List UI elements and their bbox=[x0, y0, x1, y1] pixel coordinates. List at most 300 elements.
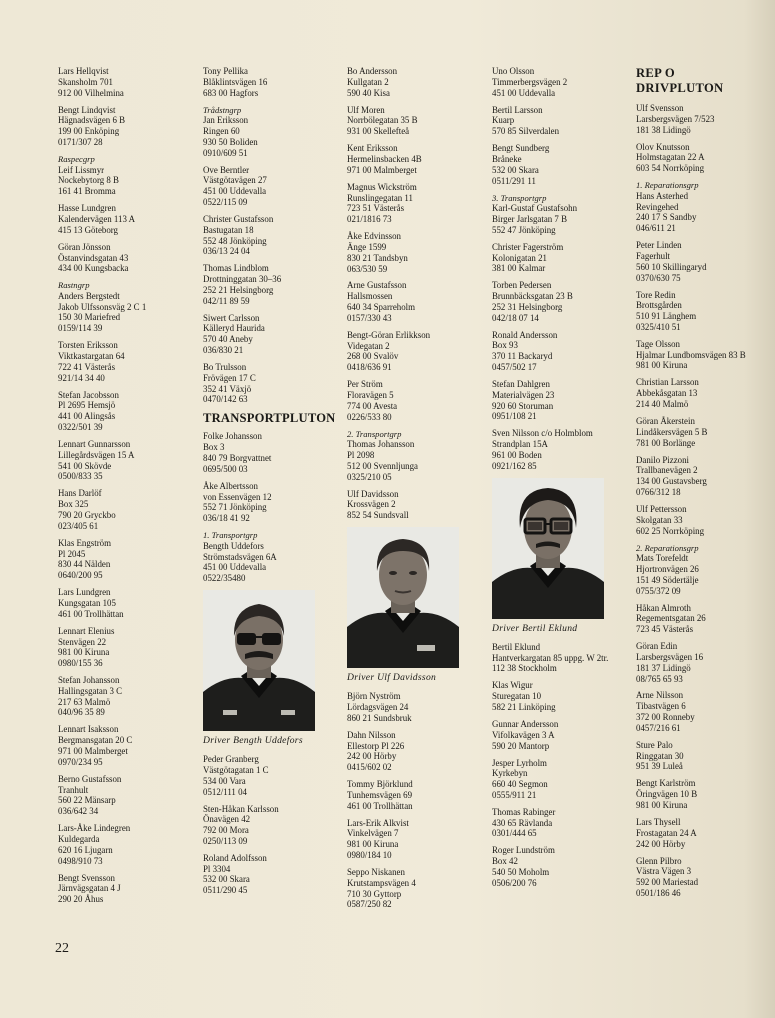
address-entry bbox=[347, 730, 487, 773]
address-entry bbox=[203, 431, 343, 474]
address-entry bbox=[347, 818, 487, 861]
address-line: Norrbölegatan 35 B bbox=[347, 115, 418, 126]
person-name: Bengt Svensson bbox=[58, 872, 115, 883]
address-line: Öringvägen 10 B bbox=[636, 789, 698, 800]
address-line: Ringen 60 bbox=[203, 125, 240, 136]
address-entry bbox=[58, 340, 198, 383]
address-line: Holmstagatan 22 A bbox=[636, 152, 705, 163]
person-name: Ove Berntler bbox=[203, 164, 250, 175]
address-entry bbox=[492, 379, 632, 422]
address-line: Kalendervägen 113 A bbox=[58, 213, 136, 224]
address-line: Pl 3304 bbox=[203, 863, 231, 874]
address-line: 08/765 65 93 bbox=[636, 673, 683, 684]
address-line: 981 00 Kiruna bbox=[636, 800, 688, 811]
address-line: 0511/291 11 bbox=[492, 175, 536, 186]
address-entry bbox=[347, 143, 487, 175]
address-line: 046/611 21 bbox=[636, 223, 676, 234]
address-entry bbox=[203, 105, 343, 159]
address-line: Kungsgatan 105 bbox=[58, 597, 116, 608]
address-line: Revingehed bbox=[636, 201, 679, 212]
heading-line-2: DRIVPLUTON bbox=[636, 80, 724, 95]
address-entry bbox=[347, 105, 487, 137]
address-line: Viktkastargatan 64 bbox=[58, 351, 125, 362]
person-name: Stefan Jacobsson bbox=[58, 389, 119, 400]
person-name: Berno Gustafsson bbox=[58, 773, 122, 784]
address-line: 552 47 Jönköping bbox=[492, 224, 556, 235]
column-2-entries-mid bbox=[203, 431, 343, 584]
address-entry bbox=[347, 691, 487, 723]
column-3-entries-top bbox=[347, 66, 487, 521]
address-entry bbox=[58, 774, 198, 817]
address-line: 023/405 61 bbox=[58, 520, 99, 531]
address-entry bbox=[636, 543, 768, 597]
address-line: Videgatan 2 bbox=[347, 340, 390, 351]
address-line: Sturegatan 10 bbox=[492, 691, 542, 702]
address-line: Änge 1599 bbox=[347, 241, 387, 252]
person-name: Danilo Pizzoni bbox=[636, 454, 689, 465]
address-entry bbox=[636, 740, 768, 772]
address-line: Lindåkersvägen 5 B bbox=[636, 426, 708, 437]
address-entry bbox=[636, 690, 768, 733]
address-line: Vinkelvägen 7 bbox=[347, 828, 399, 839]
person-name: Olov Knutsson bbox=[636, 141, 690, 152]
person-name: Sten-Håkan Karlsson bbox=[203, 803, 279, 814]
address-line: Hallingsgatan 3 C bbox=[58, 685, 123, 696]
address-line: 540 50 Moholm bbox=[492, 867, 550, 878]
address-entry bbox=[58, 66, 198, 98]
address-line: 0322/501 39 bbox=[58, 422, 103, 433]
portrait-sunglasses-mustache bbox=[203, 590, 315, 731]
person-name: Thomas Lindblom bbox=[203, 263, 269, 274]
address-line: 0910/609 51 bbox=[203, 147, 248, 158]
person-name: Torsten Eriksson bbox=[58, 340, 118, 351]
address-entry bbox=[203, 263, 343, 306]
person-name: Per Ström bbox=[347, 379, 383, 390]
address-line: Runslingegatan 11 bbox=[347, 192, 413, 203]
address-entry bbox=[58, 626, 198, 669]
address-entry bbox=[636, 240, 768, 283]
address-line: Materialvägen 23 bbox=[492, 389, 555, 400]
person-name: Karl-Gustaf Gustafsohn bbox=[492, 203, 578, 214]
photo-driver-bertil-eklund bbox=[492, 478, 604, 619]
address-entry bbox=[58, 105, 198, 148]
address-entry bbox=[636, 290, 768, 333]
address-line: 981 00 Kiruna bbox=[636, 360, 688, 371]
group-label: 1. Transportgrp bbox=[203, 530, 258, 541]
address-line: 981 00 Kiruna bbox=[58, 647, 110, 658]
address-line: Tunhemsvägen 69 bbox=[347, 789, 413, 800]
person-name: Sture Palo bbox=[636, 739, 673, 750]
portrait-glasses-mustache bbox=[492, 478, 604, 619]
address-entry bbox=[347, 489, 487, 521]
address-line: Strömstadsvägen 6A bbox=[203, 551, 277, 562]
address-line: 570 40 Aneby bbox=[203, 334, 253, 345]
address-line: 217 63 Malmö bbox=[58, 696, 111, 707]
person-name: Sven Nilsson c/o Holmblom bbox=[492, 428, 593, 439]
address-line: 0951/108 21 bbox=[492, 411, 537, 422]
address-entry bbox=[203, 481, 343, 524]
address-entry bbox=[492, 242, 632, 274]
address-line: 0415/602 02 bbox=[347, 762, 392, 773]
address-line: 415 13 Göteborg bbox=[58, 224, 118, 235]
person-name: Bertil Larsson bbox=[492, 104, 543, 115]
address-line: Abbekåsgatan 13 bbox=[636, 388, 698, 399]
address-line: 0500/833 35 bbox=[58, 471, 103, 482]
address-line: Blåklintsvägen 16 bbox=[203, 76, 268, 87]
person-name: Thomas Rabinger bbox=[492, 806, 556, 817]
address-entry bbox=[347, 66, 487, 98]
address-line: 161 41 Bromma bbox=[58, 186, 116, 197]
address-entry bbox=[58, 675, 198, 718]
person-name: Kent Eriksson bbox=[347, 143, 398, 154]
person-name: Hasse Lundgren bbox=[58, 203, 116, 214]
person-name: Åke Albertsson bbox=[203, 480, 258, 491]
person-name: Lars Thysell bbox=[636, 817, 681, 828]
address-line: 240 17 S Sandby bbox=[636, 212, 697, 223]
address-entry bbox=[492, 280, 632, 323]
address-line: 036/642 34 bbox=[58, 806, 99, 817]
address-entry bbox=[347, 429, 487, 483]
person-name: Roland Adolfsson bbox=[203, 852, 267, 863]
address-line: Birger Jarlsgatan 7 B bbox=[492, 213, 568, 224]
address-line: Vifolkavägen 3 A bbox=[492, 729, 555, 740]
address-line: 134 00 Gustavsberg bbox=[636, 476, 707, 487]
person-name: Mats Torefeldt bbox=[636, 553, 689, 564]
address-line: Järnvägsgatan 4 J bbox=[58, 883, 121, 894]
address-line: 660 40 Segmon bbox=[492, 779, 548, 790]
address-line: 774 00 Avesta bbox=[347, 400, 398, 411]
group-label: Trådstngrp bbox=[203, 104, 242, 115]
address-entry bbox=[492, 105, 632, 137]
address-line: 040/96 35 89 bbox=[58, 707, 105, 718]
address-line: 0457/216 61 bbox=[636, 722, 681, 733]
address-line: 112 38 Stockholm bbox=[492, 663, 557, 674]
address-line: 0587/250 82 bbox=[347, 899, 392, 910]
person-name: Gunnar Andersson bbox=[492, 718, 559, 729]
address-line: Källeryd Haurida bbox=[203, 323, 265, 334]
address-line: Brunnbäcksgatan 23 B bbox=[492, 291, 573, 302]
address-line: 042/11 89 59 bbox=[203, 295, 250, 306]
person-name: Stefan Johansson bbox=[58, 675, 120, 686]
person-name: Göran Åkerstein bbox=[636, 416, 695, 427]
person-name: Lars-Åke Lindegren bbox=[58, 823, 131, 834]
person-name: Torben Pedersen bbox=[492, 280, 552, 291]
address-entry bbox=[58, 280, 198, 334]
person-name: Hans Asterhed bbox=[636, 190, 689, 201]
person-name: Christer Gustafsson bbox=[203, 213, 274, 224]
address-line: Tibastvägen 6 bbox=[636, 701, 686, 712]
person-name: Arne Gustafsson bbox=[347, 280, 407, 291]
address-line: Strandplan 15A bbox=[492, 439, 548, 450]
address-line: 912 00 Vilhelmina bbox=[58, 87, 124, 98]
address-line: 560 22 Mänsarp bbox=[58, 795, 116, 806]
address-entry bbox=[58, 587, 198, 619]
address-entry bbox=[492, 66, 632, 98]
address-line: 0226/533 80 bbox=[347, 411, 392, 422]
address-line: 0418/636 91 bbox=[347, 362, 392, 373]
person-name: Klas Engström bbox=[58, 537, 111, 548]
address-entry bbox=[492, 680, 632, 712]
address-entry bbox=[58, 390, 198, 433]
address-line: 242 00 Hörby bbox=[636, 838, 686, 849]
address-line: 242 00 Hörby bbox=[347, 751, 397, 762]
person-name: Ulf Svensson bbox=[636, 103, 684, 113]
address-line: 352 41 Växjö bbox=[203, 383, 252, 394]
address-entry bbox=[636, 339, 768, 371]
address-line: 0171/307 28 bbox=[58, 136, 103, 147]
address-line: Hägnadsvägen 6 B bbox=[58, 115, 126, 126]
address-line: Krossvägen 2 bbox=[347, 499, 396, 510]
address-line: Västra Vägen 3 bbox=[636, 866, 692, 877]
address-line: 461 00 Trollhättan bbox=[347, 800, 413, 811]
person-name: Lennart Isaksson bbox=[58, 724, 119, 735]
address-entry bbox=[203, 362, 343, 405]
address-line: Larsbergsvägen 16 bbox=[636, 651, 704, 662]
address-line: Lillegårdsvägen 15 A bbox=[58, 449, 135, 460]
address-line: 781 00 Borlänge bbox=[636, 437, 696, 448]
address-line: 0970/234 95 bbox=[58, 756, 103, 767]
group-label: 2. Reparationsgrp bbox=[636, 542, 699, 553]
address-line: 0512/111 04 bbox=[203, 786, 247, 797]
group-label: 3. Transportgrp bbox=[492, 192, 547, 203]
address-line: Skansholm 701 bbox=[58, 76, 113, 87]
address-entry bbox=[347, 182, 487, 225]
address-line: Pl 2098 bbox=[347, 450, 375, 460]
person-name: Leif Lissmyr bbox=[58, 164, 105, 175]
person-name: Siwert Carlsson bbox=[203, 312, 260, 323]
address-entry bbox=[636, 817, 768, 849]
address-line: 560 10 Skillingaryd bbox=[636, 261, 707, 272]
address-line: Kullgatan 2 bbox=[347, 76, 389, 87]
address-line: 930 50 Boliden bbox=[203, 136, 258, 147]
section-heading-rep-o-drivpluton bbox=[636, 66, 768, 95]
address-entry bbox=[203, 853, 343, 896]
photo-caption: Driver Ulf Davidsson bbox=[347, 672, 437, 684]
address-line: Östanvindsgatan 43 bbox=[58, 252, 129, 263]
person-name: Göran Jönsson bbox=[58, 241, 111, 252]
address-entry bbox=[492, 642, 632, 674]
address-line: Timmerbergsvägen 2 bbox=[492, 76, 568, 87]
person-name: Ulf Moren bbox=[347, 104, 385, 115]
address-line: 790 20 Gryckbo bbox=[58, 509, 116, 520]
address-line: 0522/115 09 bbox=[203, 196, 248, 207]
address-line: Stenvägen 22 bbox=[58, 636, 107, 647]
address-line: Hermelinsbacken 4B bbox=[347, 153, 422, 164]
photo-caption: Driver Bength Uddefors bbox=[203, 735, 303, 747]
person-name: Tore Redin bbox=[636, 289, 676, 300]
person-name: Anders Bergstedt bbox=[58, 290, 120, 301]
address-entry bbox=[203, 313, 343, 356]
address-line: 042/18 07 14 bbox=[492, 312, 539, 323]
person-name: Seppo Niskanen bbox=[347, 867, 405, 878]
address-entry bbox=[58, 439, 198, 482]
person-name: Tommy Björklund bbox=[347, 779, 413, 790]
address-line: 0325/410 51 bbox=[636, 321, 681, 332]
address-line: 512 00 Svennljunga bbox=[347, 460, 418, 471]
address-line: 252 21 Helsingborg bbox=[203, 284, 274, 295]
person-name: Peder Granberg bbox=[203, 754, 259, 765]
address-line: 0250/113 09 bbox=[203, 835, 248, 846]
person-name: Arne Nilsson bbox=[636, 690, 684, 701]
address-line: Önavägen 42 bbox=[203, 814, 251, 825]
person-name: Glenn Pilbro bbox=[636, 855, 682, 866]
address-line: 181 38 Lidingö bbox=[636, 124, 691, 135]
address-line: 830 21 Tandsbyn bbox=[347, 252, 408, 263]
address-line: 0921/162 85 bbox=[492, 460, 537, 471]
address-entry bbox=[636, 142, 768, 174]
person-name: Bo Andersson bbox=[347, 66, 398, 76]
address-line: 971 00 Malmberget bbox=[347, 164, 417, 175]
person-name: Bertil Eklund bbox=[492, 641, 541, 652]
person-name: Tage Olsson bbox=[636, 338, 680, 349]
address-line: Kyrkebyn bbox=[492, 768, 528, 779]
person-name: Hans Darlöf bbox=[58, 488, 102, 499]
address-entry bbox=[636, 504, 768, 536]
person-name: Jan Eriksson bbox=[203, 115, 249, 126]
address-entry bbox=[492, 845, 632, 888]
address-line: Hantverkargatan 85 uppg. W 2tr. bbox=[492, 652, 609, 663]
address-line: Brottsgården bbox=[636, 300, 682, 311]
address-line: 981 00 Kiruna bbox=[347, 839, 399, 850]
address-entry bbox=[492, 719, 632, 751]
address-line: Västgötavägen 27 bbox=[203, 175, 267, 186]
address-line: Ellestorp Pl 226 bbox=[347, 740, 405, 751]
address-line: 021/1816 73 bbox=[347, 214, 392, 225]
address-line: 532 00 Skara bbox=[492, 164, 539, 175]
section-heading-transportpluton: TRANSPORTPLUTON bbox=[203, 411, 336, 426]
address-line: Hjalmar Lundbomsvägen 83 B bbox=[636, 349, 746, 360]
address-line: 451 00 Uddevalla bbox=[203, 186, 267, 197]
address-line: Frostagatan 24 A bbox=[636, 827, 697, 838]
address-line: Drottninggatan 30–36 bbox=[203, 274, 282, 285]
address-line: 541 00 Skövde bbox=[58, 460, 112, 471]
person-name: Ulf Davidsson bbox=[347, 488, 399, 499]
address-entry bbox=[58, 203, 198, 235]
photo-driver-ulf-davidsson bbox=[347, 527, 459, 668]
person-name: Stefan Dahlgren bbox=[492, 379, 550, 390]
address-line: 036/13 24 04 bbox=[203, 246, 250, 257]
address-line: 0457/502 17 bbox=[492, 362, 537, 373]
address-line: Box 93 bbox=[492, 340, 518, 351]
address-line: Skolgatan 33 bbox=[636, 514, 683, 525]
person-name: Tony Pellika bbox=[203, 66, 248, 76]
address-line: 510 91 Länghem bbox=[636, 311, 697, 322]
person-name: Bengt Lindqvist bbox=[58, 104, 116, 115]
address-line: Västgötagatan 1 C bbox=[203, 764, 269, 775]
address-line: 199 00 Enköping bbox=[58, 126, 120, 137]
address-line: 723 51 Västerås bbox=[347, 203, 405, 214]
address-line: 214 40 Malmö bbox=[636, 399, 689, 410]
address-line: 582 21 Linköping bbox=[492, 701, 556, 712]
address-entry bbox=[203, 530, 343, 584]
column-5-entries bbox=[636, 103, 768, 899]
person-name: Ronald Andersson bbox=[492, 329, 558, 340]
address-line: Kuarp bbox=[492, 115, 515, 126]
address-line: 290 20 Åhus bbox=[58, 894, 104, 905]
address-line: 534 00 Vara bbox=[203, 775, 246, 786]
address-line: Jakob Ulfssonsväg 2 C 1 bbox=[58, 301, 147, 312]
person-name: Bo Trulsson bbox=[203, 362, 247, 373]
person-name: Lennart Gunnarsson bbox=[58, 439, 131, 449]
address-line: 0159/114 39 bbox=[58, 323, 103, 334]
address-line: Larsbergsvägen 7/523 bbox=[636, 113, 715, 124]
address-line: Pl 2045 bbox=[58, 548, 86, 559]
address-line: 0501/186 46 bbox=[636, 887, 681, 898]
address-line: Pl 2695 Hemsjö bbox=[58, 400, 116, 411]
address-line: 0755/372 09 bbox=[636, 585, 681, 596]
address-line: 372 00 Ronneby bbox=[636, 712, 695, 723]
address-line: 723 45 Västerås bbox=[636, 624, 694, 635]
address-line: 961 00 Boden bbox=[492, 450, 542, 460]
address-entry bbox=[636, 377, 768, 409]
person-name: Jesper Lyrholm bbox=[492, 757, 547, 768]
address-line: Tranhult bbox=[58, 784, 89, 795]
address-line: 590 40 Kisa bbox=[347, 87, 390, 98]
address-line: Regementsgatan 26 bbox=[636, 613, 706, 624]
address-line: 931 00 Skellefteå bbox=[347, 126, 410, 137]
address-entry bbox=[492, 143, 632, 186]
address-entry bbox=[636, 103, 768, 135]
address-entry bbox=[636, 603, 768, 635]
address-entry bbox=[58, 873, 198, 905]
address-line: von Essenvägen 12 bbox=[203, 491, 272, 502]
address-line: 830 44 Nälden bbox=[58, 559, 111, 570]
person-name: Bength Uddefors bbox=[203, 540, 264, 551]
address-line: 451 00 Uddevalla bbox=[492, 87, 556, 98]
address-entry bbox=[492, 758, 632, 801]
address-entry bbox=[347, 379, 487, 422]
address-line: 0470/142 63 bbox=[203, 394, 248, 405]
address-line: 920 60 Storuman bbox=[492, 400, 554, 411]
address-entry bbox=[203, 804, 343, 847]
address-line: 0506/200 76 bbox=[492, 877, 537, 888]
person-name: Björn Nyström bbox=[347, 691, 401, 702]
address-entry bbox=[347, 330, 487, 373]
address-line: 0640/200 95 bbox=[58, 570, 103, 581]
address-entry bbox=[636, 455, 768, 498]
person-name: Lennart Elenius bbox=[58, 625, 115, 636]
address-line: Fagerhult bbox=[636, 250, 671, 261]
page-number: 22 bbox=[55, 941, 69, 956]
address-entry bbox=[492, 193, 632, 236]
group-label: Rastngrp bbox=[58, 280, 90, 291]
person-name: Lars-Erik Alkvist bbox=[347, 817, 409, 828]
address-line: 603 54 Norrköping bbox=[636, 163, 705, 174]
photo-driver-bength-uddefors bbox=[203, 590, 315, 731]
column-1 bbox=[58, 66, 198, 911]
person-name: Christer Fagerström bbox=[492, 241, 564, 252]
column-2-entries-bottom bbox=[203, 754, 343, 896]
address-entry bbox=[492, 428, 632, 471]
column-2-entries-top bbox=[203, 66, 343, 405]
address-line: 590 20 Mantorp bbox=[492, 740, 550, 751]
address-line: 430 65 Rävlanda bbox=[492, 817, 553, 828]
address-entry bbox=[203, 214, 343, 257]
address-line: Hjortronvägen 26 bbox=[636, 563, 699, 574]
address-entry bbox=[203, 165, 343, 208]
person-name: Thomas Johansson bbox=[347, 439, 415, 450]
address-line: Box 42 bbox=[492, 856, 518, 867]
heading-line-1: REP O bbox=[636, 66, 675, 80]
person-name: Göran Edin bbox=[636, 641, 678, 652]
address-line: 0522/35480 bbox=[203, 573, 246, 584]
address-line: 792 00 Mora bbox=[203, 825, 249, 836]
address-line: Krutstampsvägen 4 bbox=[347, 877, 416, 888]
address-line: 441 00 Alingsås bbox=[58, 411, 116, 422]
address-entry bbox=[58, 823, 198, 866]
address-line: 063/530 59 bbox=[347, 263, 388, 274]
person-name: Ulf Pettersson bbox=[636, 503, 687, 514]
